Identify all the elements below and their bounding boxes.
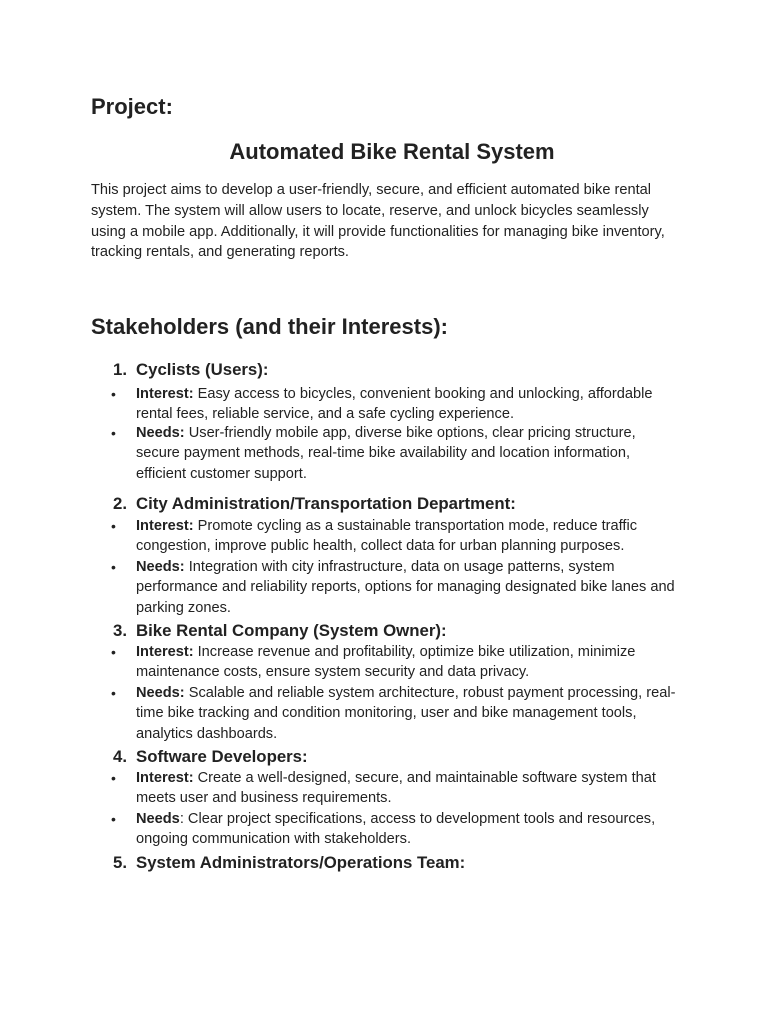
list-number: 1. bbox=[113, 360, 127, 379]
item-text: Promote cycling as a sustainable transportation mode, reduce traffic congestion, improve public health, collect data for urban planning purposes. bbox=[136, 518, 638, 555]
stakeholder-group-bike-rental-company bbox=[91, 620, 681, 744]
list-item-needs bbox=[91, 557, 681, 618]
list-item-interest bbox=[91, 516, 681, 557]
item-text: Create a well-designed, secure, and maintainable software system that meets user and business requirements. bbox=[136, 770, 656, 807]
stakeholder-name: City Administration/Transportation Department: bbox=[136, 494, 516, 513]
list-item-interest bbox=[91, 642, 681, 683]
stakeholder-group-city-administration bbox=[91, 493, 681, 618]
stakeholder-name: Software Developers: bbox=[136, 747, 308, 766]
item-label: Interest: bbox=[136, 518, 194, 534]
bullet-icon: • bbox=[111, 644, 116, 660]
item-label: Needs: bbox=[136, 424, 185, 441]
list-number: 3. bbox=[113, 621, 127, 640]
item-label: Interest: bbox=[136, 644, 194, 660]
item-text: : Clear project specifications, access to development tools and resources, ongoing communication with stakeholders. bbox=[136, 810, 656, 848]
intro-paragraph: This project aims to develop a user-friendly, secure, and efficient automated bike rental system. The system will allow users to locate, reserve, and unlock bicycles seamlessly using a mobile app. Additionally, it will provide functionalities for managing bike inventory, tracking rentals, and generating reports. bbox=[91, 182, 665, 261]
bullet-icon: • bbox=[111, 386, 116, 402]
stakeholder-title bbox=[91, 493, 681, 515]
list-item-interest bbox=[91, 384, 681, 425]
stakeholder-group-system-administrators bbox=[91, 852, 681, 874]
bullet-icon: • bbox=[111, 424, 116, 441]
item-text: Scalable and reliable system architecture, robust payment processing, real-time bike tracking and condition monitoring, user and bike management tools, analytics dashboards. bbox=[136, 684, 676, 742]
list-item-needs bbox=[91, 809, 681, 850]
item-text: Increase revenue and profitability, optimize bike utilization, minimize maintenance costs, ensure system security and data privacy. bbox=[136, 644, 636, 681]
stakeholder-name: Cyclists (Users): bbox=[136, 360, 269, 379]
item-text: Easy access to bicycles, convenient booking and unlocking, affordable rental fees, reliable service, and a safe cycling experience. bbox=[136, 386, 653, 423]
item-text: User-friendly mobile app, diverse bike options, clear pricing structure, secure payment methods, real-time bike availability and location information, efficient customer support. bbox=[136, 424, 636, 482]
project-label: Project: bbox=[91, 94, 173, 119]
bullet-icon: • bbox=[111, 518, 116, 534]
list-number: 4. bbox=[113, 747, 127, 766]
stakeholder-title bbox=[91, 852, 681, 874]
item-text: Integration with city infrastructure, data on usage patterns, system performance and reliability reports, options for managing designated bike lanes and parking zones. bbox=[136, 558, 675, 616]
bullet-icon: • bbox=[111, 558, 116, 575]
stakeholder-title bbox=[91, 359, 681, 381]
list-item-needs bbox=[91, 423, 681, 484]
item-label: Interest: bbox=[136, 386, 194, 402]
list-number: 5. bbox=[113, 853, 127, 872]
stakeholder-title bbox=[91, 746, 681, 768]
item-label: Needs: bbox=[136, 558, 185, 575]
stakeholder-name: System Administrators/Operations Team: bbox=[136, 853, 466, 872]
item-label: Interest: bbox=[136, 770, 194, 786]
stakeholder-group-software-developers bbox=[91, 746, 681, 850]
bullet-icon: • bbox=[111, 684, 116, 701]
item-label: Needs bbox=[136, 810, 180, 827]
list-item-needs bbox=[91, 683, 681, 744]
bullet-icon: • bbox=[111, 810, 116, 827]
stakeholder-name: Bike Rental Company (System Owner): bbox=[136, 621, 447, 640]
item-label: Needs: bbox=[136, 684, 185, 701]
stakeholder-title bbox=[91, 620, 681, 642]
bullet-icon: • bbox=[111, 770, 116, 786]
list-item-interest bbox=[91, 768, 681, 809]
page-title: Automated Bike Rental System bbox=[229, 139, 555, 164]
stakeholder-group-cyclists bbox=[91, 359, 681, 484]
list-number: 2. bbox=[113, 494, 127, 513]
stakeholders-heading: Stakeholders (and their Interests): bbox=[91, 314, 448, 339]
